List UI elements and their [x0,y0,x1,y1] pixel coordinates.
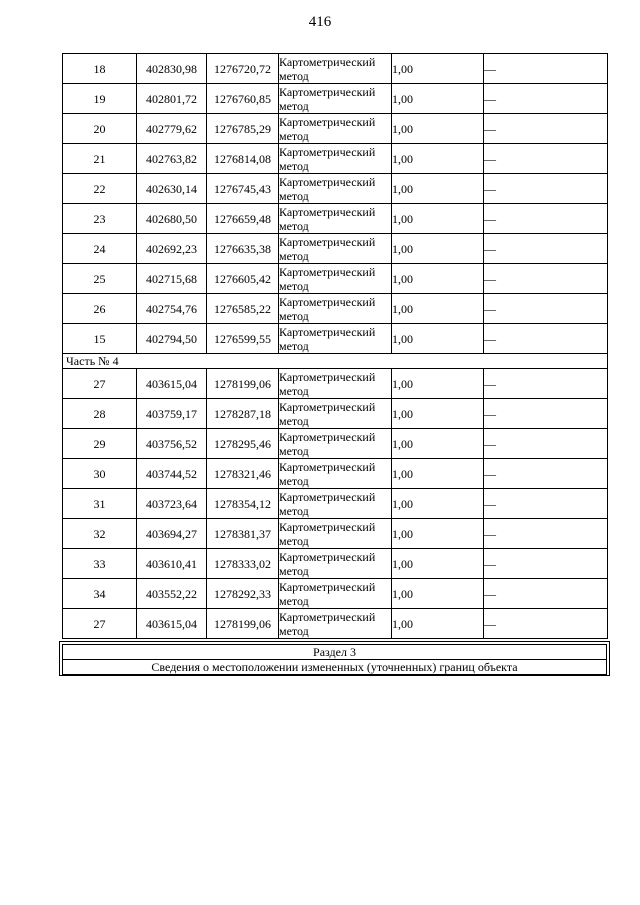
coordinate-x-cell: 402680,50 [137,204,207,234]
page-number: 416 [308,14,332,30]
table-row [63,459,608,489]
coordinate-y-cell: 1276785,29 [207,114,279,144]
method-cell: Картометрический метод [279,264,392,294]
coordinate-y-cell: 1278292,33 [207,579,279,609]
table-row [63,84,608,114]
part-heading: Часть № 4 [63,354,608,369]
description-cell: — [484,324,608,354]
table-row [63,114,608,144]
accuracy-cell: 1,00 [392,234,484,264]
point-number-cell: 21 [63,144,137,174]
method-cell: Картометрический метод [279,489,392,519]
coordinate-x-cell: 402830,98 [137,54,207,84]
method-cell: Картометрический метод [279,174,392,204]
description-cell: — [484,369,608,399]
table-row [63,519,608,549]
coordinate-y-cell: 1276814,08 [207,144,279,174]
coordinate-x-cell: 403744,52 [137,459,207,489]
accuracy-cell: 1,00 [392,519,484,549]
accuracy-cell: 1,00 [392,54,484,84]
method-cell: Картометрический метод [279,519,392,549]
accuracy-cell: 1,00 [392,174,484,204]
part-heading-row [63,354,608,369]
coordinate-x-cell: 403723,64 [137,489,207,519]
method-cell: Картометрический метод [279,294,392,324]
coordinate-y-cell: 1278199,06 [207,609,279,639]
accuracy-cell: 1,00 [392,324,484,354]
coordinate-y-cell: 1276720,72 [207,54,279,84]
point-number-cell: 22 [63,174,137,204]
coordinate-y-cell: 1278295,46 [207,429,279,459]
description-cell: — [484,234,608,264]
description-cell: — [484,519,608,549]
section-header-table [62,644,607,675]
accuracy-cell: 1,00 [392,144,484,174]
coordinate-y-cell: 1278321,46 [207,459,279,489]
accuracy-cell: 1,00 [392,399,484,429]
method-cell: Картометрический метод [279,234,392,264]
accuracy-cell: 1,00 [392,369,484,399]
point-number-cell: 27 [63,609,137,639]
point-number-cell: 20 [63,114,137,144]
accuracy-cell: 1,00 [392,114,484,144]
point-number-cell: 19 [63,84,137,114]
accuracy-cell: 1,00 [392,609,484,639]
point-number-cell: 25 [63,264,137,294]
coordinate-x-cell: 402754,76 [137,294,207,324]
point-number-cell: 24 [63,234,137,264]
coordinate-y-cell: 1278381,37 [207,519,279,549]
point-number-cell: 26 [63,294,137,324]
method-cell: Картометрический метод [279,114,392,144]
accuracy-cell: 1,00 [392,84,484,114]
accuracy-cell: 1,00 [392,579,484,609]
point-number-cell: 18 [63,54,137,84]
method-cell: Картометрический метод [279,369,392,399]
table-row [63,174,608,204]
coordinate-x-cell: 403615,04 [137,609,207,639]
coordinate-x-cell: 402630,14 [137,174,207,204]
method-cell: Картометрический метод [279,579,392,609]
description-cell: — [484,54,608,84]
coordinate-y-cell: 1278354,12 [207,489,279,519]
accuracy-cell: 1,00 [392,294,484,324]
coordinate-y-cell: 1278333,02 [207,549,279,579]
coordinate-y-cell: 1276745,43 [207,174,279,204]
description-cell: — [484,399,608,429]
table-row [63,579,608,609]
coordinate-x-cell: 403615,04 [137,369,207,399]
point-number-cell: 23 [63,204,137,234]
section-subtitle: Сведения о местоположении измененных (уточненных) границ объекта [63,660,607,675]
table-row [63,429,608,459]
coordinate-y-cell: 1276760,85 [207,84,279,114]
description-cell: — [484,549,608,579]
coordinate-x-cell: 402715,68 [137,264,207,294]
coordinate-x-cell: 403694,27 [137,519,207,549]
point-number-cell: 32 [63,519,137,549]
coordinates-table-body [63,54,608,639]
description-cell: — [484,114,608,144]
point-number-cell: 31 [63,489,137,519]
table-row [63,399,608,429]
method-cell: Картометрический метод [279,459,392,489]
coordinate-x-cell: 403552,22 [137,579,207,609]
point-number-cell: 30 [63,459,137,489]
table-row [63,144,608,174]
table-row [63,324,608,354]
point-number-cell: 28 [63,399,137,429]
accuracy-cell: 1,00 [392,429,484,459]
method-cell: Картометрический метод [279,324,392,354]
description-cell: — [484,609,608,639]
method-cell: Картометрический метод [279,429,392,459]
description-cell: — [484,174,608,204]
coordinate-y-cell: 1278287,18 [207,399,279,429]
accuracy-cell: 1,00 [392,264,484,294]
coordinate-x-cell: 403759,17 [137,399,207,429]
coordinate-x-cell: 402794,50 [137,324,207,354]
coordinate-y-cell: 1276605,42 [207,264,279,294]
method-cell: Картометрический метод [279,54,392,84]
description-cell: — [484,264,608,294]
coordinate-y-cell: 1278199,06 [207,369,279,399]
method-cell: Картометрический метод [279,204,392,234]
method-cell: Картометрический метод [279,399,392,429]
accuracy-cell: 1,00 [392,549,484,579]
coordinates-table [62,53,608,639]
table-row [63,234,608,264]
table-row [63,54,608,84]
coordinate-y-cell: 1276635,38 [207,234,279,264]
method-cell: Картометрический метод [279,609,392,639]
coordinate-y-cell: 1276659,48 [207,204,279,234]
point-number-cell: 33 [63,549,137,579]
coordinate-x-cell: 402763,82 [137,144,207,174]
point-number-cell: 29 [63,429,137,459]
table-row [63,294,608,324]
table-row [63,549,608,579]
table-row [63,609,608,639]
accuracy-cell: 1,00 [392,489,484,519]
section-title: Раздел 3 [63,645,607,660]
accuracy-cell: 1,00 [392,204,484,234]
method-cell: Картометрический метод [279,144,392,174]
coordinate-x-cell: 402779,62 [137,114,207,144]
method-cell: Картометрический метод [279,549,392,579]
coordinate-y-cell: 1276585,22 [207,294,279,324]
description-cell: — [484,579,608,609]
coordinate-x-cell: 403610,41 [137,549,207,579]
description-cell: — [484,459,608,489]
coordinate-x-cell: 402692,23 [137,234,207,264]
description-cell: — [484,84,608,114]
accuracy-cell: 1,00 [392,459,484,489]
coordinate-x-cell: 402801,72 [137,84,207,114]
description-cell: — [484,489,608,519]
description-cell: — [484,294,608,324]
point-number-cell: 27 [63,369,137,399]
point-number-cell: 34 [63,579,137,609]
method-cell: Картометрический метод [279,84,392,114]
coordinate-y-cell: 1276599,55 [207,324,279,354]
description-cell: — [484,144,608,174]
table-row [63,369,608,399]
point-number-cell: 15 [63,324,137,354]
description-cell: — [484,429,608,459]
description-cell: — [484,204,608,234]
table-row [63,204,608,234]
table-row [63,489,608,519]
table-row [63,264,608,294]
coordinate-x-cell: 403756,52 [137,429,207,459]
